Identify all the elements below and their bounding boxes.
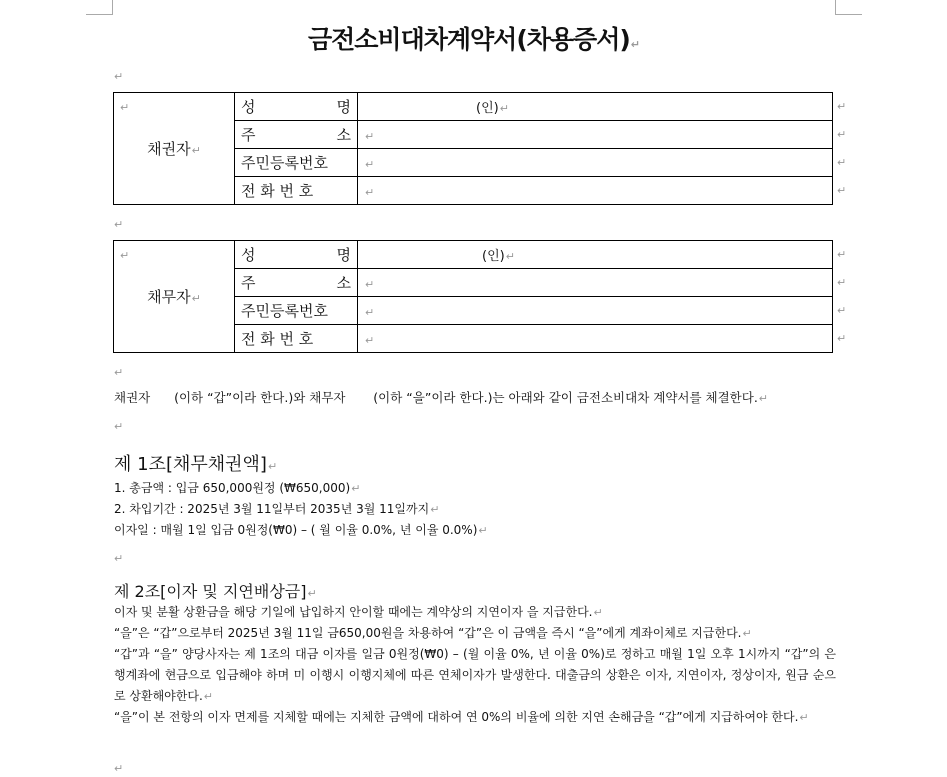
crop-mark-left <box>86 0 113 15</box>
text: 이자 및 분활 상환금을 해당 기일에 납입하지 안이할 때에는 계약상의 지연이자 을 지급한다. <box>114 605 593 619</box>
text: ↵ <box>120 101 130 114</box>
creditor-label <box>114 93 235 205</box>
paragraph-mark: ↵ <box>365 185 375 199</box>
paragraph-mark: ↵ <box>837 304 847 317</box>
paragraph-mark: ↵ <box>505 250 515 263</box>
field-label <box>235 241 358 269</box>
field-label: 주민등록번호 <box>235 149 358 177</box>
text: 1. 총금액 : 입금 650,000원정 (₩650,000) <box>114 481 351 495</box>
text: “갑”과 “을” 양당사자는 제 1조의 대금 이자를 일금 0원정(₩0) – (월 이율 0%, 년 이율 0%)로 정하고 매월 1일 오후 1시까지 “갑”의 은행계좌에 현금으로 입금해야 하며 미 이행시 이행지체에 따른 연체이자가 발생한다. 대출금의 상환은 이자, 지연이자, 정상이자, 원금 순으로 상환해야한다. <box>114 647 836 703</box>
creditor-name-field[interactable] <box>358 93 833 121</box>
paragraph-mark: ↵ <box>365 129 375 143</box>
paragraph-mark: ↵ <box>114 70 124 83</box>
paragraph-mark: ↵ <box>114 218 124 231</box>
paragraph-mark: ↵ <box>114 762 124 775</box>
paragraph-mark: ↵ <box>191 144 201 157</box>
text <box>241 272 351 293</box>
text: 제 2조[이자 및 지연배상금] <box>114 582 307 601</box>
field-label: 전 화 번 호 <box>235 177 358 205</box>
paragraph-mark: ↵ <box>630 38 640 51</box>
text <box>114 644 836 707</box>
text <box>114 520 836 541</box>
paragraph-mark: ↵ <box>593 606 603 619</box>
text <box>241 124 351 145</box>
article-2-body <box>114 602 836 728</box>
paragraph-mark: ↵ <box>307 587 317 600</box>
text <box>114 499 836 520</box>
creditor-table <box>113 92 833 205</box>
paragraph-mark: ↵ <box>837 128 847 141</box>
paragraph-mark: ↵ <box>837 184 847 197</box>
text: 2. 차입기간 : 2025년 3월 11일부터 2035년 3월 11일까지 <box>114 502 430 516</box>
text <box>114 478 836 499</box>
paragraph-mark: ↵ <box>114 420 124 433</box>
text <box>241 96 351 117</box>
paragraph-mark: ↵ <box>267 460 278 473</box>
debtor-name-field[interactable] <box>358 241 833 269</box>
text: 성 <box>241 98 256 116</box>
paragraph-mark: ↵ <box>478 524 488 537</box>
field-label <box>235 93 358 121</box>
creditor-id-field[interactable] <box>358 149 833 177</box>
debtor-table <box>113 240 833 353</box>
text: ↵ <box>120 249 130 262</box>
paragraph-mark: ↵ <box>351 482 361 495</box>
text: 명 <box>336 98 351 116</box>
paragraph-mark: ↵ <box>837 248 847 261</box>
text: 채권자 <box>147 140 191 158</box>
text: 소 <box>336 274 351 292</box>
paragraph-mark: ↵ <box>365 157 375 171</box>
paragraph-mark: ↵ <box>758 392 769 405</box>
text <box>241 244 351 265</box>
intro-paragraph <box>114 388 836 409</box>
paragraph-mark: ↵ <box>742 627 752 640</box>
text: 채무자 <box>147 288 191 306</box>
debtor-label <box>114 241 235 353</box>
paragraph-mark: ↵ <box>430 503 440 516</box>
text: 주 <box>241 126 256 144</box>
text: 성 <box>241 246 256 264</box>
article-2-heading <box>114 579 317 602</box>
creditor-phone-field[interactable] <box>358 177 833 205</box>
paragraph-mark: ↵ <box>203 690 213 703</box>
paragraph-mark: ↵ <box>837 156 847 169</box>
paragraph-mark: ↵ <box>799 711 809 724</box>
paragraph-mark: ↵ <box>114 366 124 379</box>
crop-mark-right <box>835 0 862 15</box>
paragraph-mark: ↵ <box>114 552 124 565</box>
paragraph-mark: ↵ <box>499 102 509 115</box>
text: 제 1조[채무채권액] <box>114 454 267 475</box>
debtor-id-field[interactable] <box>358 297 833 325</box>
debtor-address-field[interactable] <box>358 269 833 297</box>
field-label <box>235 121 358 149</box>
text <box>114 602 836 623</box>
paragraph-mark: ↵ <box>837 332 847 345</box>
text: 소 <box>336 126 351 144</box>
text: “을”은 “갑”으로부터 2025년 3월 11일 금650,00원을 차용하여 “갑”은 이 금액을 즉시 “을”에게 계좌이체로 지급한다. <box>114 626 742 640</box>
paragraph-mark: ↵ <box>191 292 201 305</box>
text: 이자일 : 매월 1일 입금 0원정(₩0) – ( 월 이율 0.0%, 년 이율 0.0%) <box>114 523 478 537</box>
document-title <box>0 20 947 56</box>
text: “을”이 본 전항의 이자 면제를 지체할 때에는 지체한 금액에 대하여 연 0%의 비율에 의한 지연 손해금을 “갑”에게 지급하여야 한다. <box>114 710 799 724</box>
text: (인) <box>482 249 505 264</box>
field-label <box>235 269 358 297</box>
text: 명 <box>336 246 351 264</box>
text: 주 <box>241 274 256 292</box>
text: 금전소비대차계약서(차용증서) <box>307 25 630 54</box>
text <box>114 707 836 728</box>
paragraph-mark: ↵ <box>365 305 375 319</box>
text <box>114 623 836 644</box>
article-1-body <box>114 478 836 541</box>
paragraph-mark: ↵ <box>837 276 847 289</box>
paragraph-mark: ↵ <box>365 333 375 347</box>
article-1-heading <box>114 450 277 476</box>
field-label: 주민등록번호 <box>235 297 358 325</box>
text: 채권자 (이하 “갑”이라 한다.)와 채무자 (이하 “을”이라 한다.)는 아래와 같이 금전소비대차 계약서를 체결한다. <box>114 390 758 405</box>
paragraph-mark: ↵ <box>837 100 847 113</box>
field-label: 전 화 번 호 <box>235 325 358 353</box>
debtor-phone-field[interactable] <box>358 325 833 353</box>
paragraph-mark: ↵ <box>365 277 375 291</box>
text: (인) <box>476 101 499 116</box>
creditor-address-field[interactable] <box>358 121 833 149</box>
